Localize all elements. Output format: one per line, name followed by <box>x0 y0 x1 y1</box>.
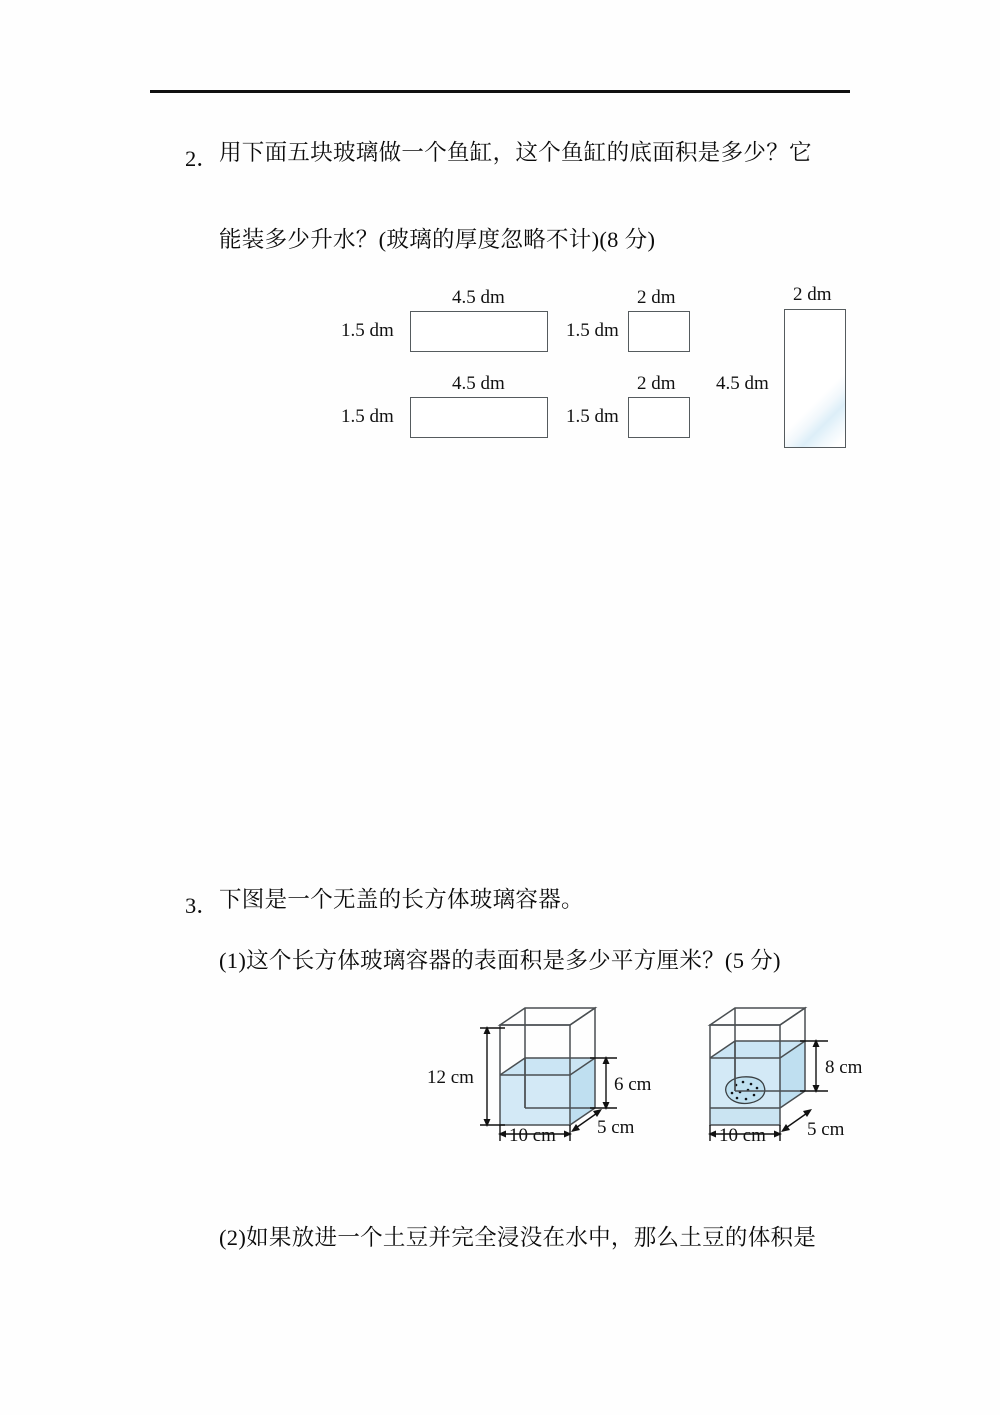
panel-a-rect <box>410 311 548 352</box>
question-3-number: 3． <box>185 893 219 918</box>
panel-c-rect <box>628 311 690 352</box>
header-rule <box>150 90 850 93</box>
panel-e-width-label: 2 dm <box>793 284 832 305</box>
panel-c-width-label: 2 dm <box>637 287 676 308</box>
panel-e-height-label: 4.5 dm <box>716 373 769 394</box>
question-3-part-2: (2)如果放进一个土豆并完全浸没在水中，那么土豆的体积是 <box>219 1225 817 1250</box>
panel-b-height-label: 1.5 dm <box>341 406 394 427</box>
potato-icon <box>726 1077 765 1104</box>
box-left-total-height-label: 12 cm <box>427 1067 474 1088</box>
box-right-figure <box>680 1000 895 1150</box>
box-right-water-height-label: 8 cm <box>825 1057 863 1078</box>
panel-d-width-label: 2 dm <box>637 373 676 394</box>
box-right-water-lower <box>710 1108 780 1125</box>
box-left-figure <box>425 1000 660 1150</box>
panel-b-rect <box>410 397 548 438</box>
panel-b-width-label: 4.5 dm <box>452 373 505 394</box>
panel-c-height-label: 1.5 dm <box>566 320 619 341</box>
question-2-line-1: 用下面五块玻璃做一个鱼缸，这个鱼缸的底面积是多少？它 <box>219 140 812 165</box>
panel-d-height-label: 1.5 dm <box>566 406 619 427</box>
panel-d-rect <box>628 397 690 438</box>
question-3-part-1: (1)这个长方体玻璃容器的表面积是多少平方厘米？(5 分) <box>219 948 781 973</box>
question-2-number: 2． <box>185 146 219 171</box>
question-3-line-1: 下图是一个无盖的长方体玻璃容器。 <box>219 887 584 912</box>
box-left-length-label: 10 cm <box>509 1125 556 1146</box>
panel-a-width-label: 4.5 dm <box>452 287 505 308</box>
box-left-water-front <box>500 1075 570 1125</box>
question-2-line-2: 能装多少升水？(玻璃的厚度忽略不计)(8 分) <box>219 227 656 252</box>
box-right-depth-label: 5 cm <box>807 1119 845 1140</box>
box-left-depth-label: 5 cm <box>597 1117 635 1138</box>
box-right-length-label: 10 cm <box>719 1125 766 1146</box>
panel-e-rect <box>784 309 846 448</box>
box-left-water-height-label: 6 cm <box>614 1074 652 1095</box>
panel-a-height-label: 1.5 dm <box>341 320 394 341</box>
